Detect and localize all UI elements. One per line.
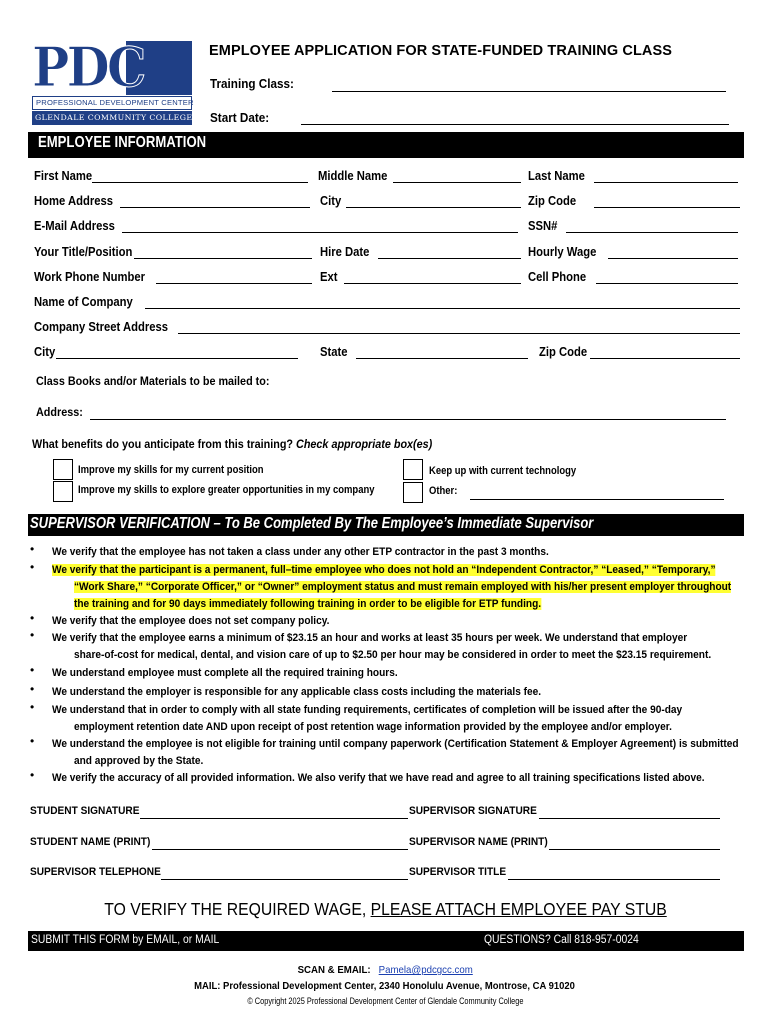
logo-org-line1: PROFESSIONAL DEVELOPMENT CENTER (32, 96, 192, 110)
supervisor-title-label: SUPERVISOR TITLE (409, 866, 507, 878)
bullet-glyph: • (30, 682, 35, 696)
start-date-input[interactable] (301, 124, 729, 125)
company-name-input[interactable] (145, 308, 740, 309)
benefit-checkbox-other[interactable] (403, 482, 423, 503)
supervisor-bullet-text (74, 719, 672, 736)
footer-bar (28, 931, 744, 951)
cell-phone-input[interactable] (596, 283, 738, 284)
benefit-label-other: Other: (429, 485, 458, 497)
supervisor-bullet-line: We understand the employee is not eligible for training until company paperwork (Certification Statement & Employer Agreement) is submitted (52, 738, 739, 750)
company-zip-label: Zip Code (539, 345, 588, 359)
supervisor-bullet-text (52, 736, 739, 753)
supervisor-title-input[interactable] (508, 879, 720, 880)
training-class-label: Training Class: (210, 76, 294, 91)
mail-address-text: MAIL: Professional Development Center, 2340 Honolulu Avenue, Montrose, CA 91020 (194, 980, 576, 992)
supervisor-bullet-text (52, 562, 716, 579)
ssn-label: SSN# (528, 219, 558, 233)
student-name-input[interactable] (152, 849, 408, 850)
city-label: City (320, 194, 342, 208)
submit-instructions: SUBMIT THIS FORM by EMAIL, or MAIL (31, 934, 220, 946)
middle-name-label: Middle Name (318, 169, 388, 183)
supervisor-title: SUPERVISOR VERIFICATION – To Be Completed By The Employee’s Immediate Supervisor (30, 515, 594, 532)
supervisor-bullet-line: We verify that the employee has not taken a class under any other ETP contractor in the past 3 months. (52, 546, 549, 558)
supervisor-bullet-line: We understand the employer is responsible for any applicable class costs including the materials fee. (52, 686, 542, 698)
bullet-glyph: • (30, 611, 35, 625)
supervisor-bullet-line: We understand employee must complete all the required training hours. (52, 667, 398, 679)
company-state-input[interactable] (356, 358, 528, 359)
mail-heading: Class Books and/or Materials to be mailed to: (36, 374, 270, 388)
first-name-input[interactable] (92, 182, 308, 183)
logo-letters: PDC (32, 35, 144, 99)
bullet-glyph: • (30, 700, 35, 714)
cell-phone-label: Cell Phone (528, 270, 587, 284)
supervisor-telephone-label: SUPERVISOR TELEPHONE (30, 866, 161, 878)
benefit-label-greater-opportunities: Improve my skills to explore greater opportunities in my company (78, 484, 375, 496)
start-date-label: Start Date: (210, 110, 270, 125)
home-address-input[interactable] (120, 207, 310, 208)
work-phone-label: Work Phone Number (34, 270, 146, 284)
mail-address-line (0, 980, 770, 992)
bullet-glyph: • (30, 768, 35, 782)
benefits-question (32, 437, 432, 451)
benefit-checkbox-current-position[interactable] (53, 459, 73, 480)
wage-notice (0, 899, 770, 920)
form-title: EMPLOYEE APPLICATION FOR STATE-FUNDED TRAINING CLASS (209, 43, 673, 59)
bullet-glyph: • (30, 734, 35, 748)
supervisor-bullet-text (52, 702, 682, 719)
title-position-input[interactable] (134, 258, 312, 259)
ssn-input[interactable] (566, 232, 738, 233)
benefit-checkbox-greater-opportunities[interactable] (53, 481, 73, 502)
company-zip-input[interactable] (590, 358, 740, 359)
supervisor-signature-input[interactable] (539, 818, 720, 819)
last-name-label: Last Name (528, 169, 585, 183)
wage-notice-prefix: TO VERIFY THE REQUIRED WAGE, (103, 899, 371, 919)
bullet-glyph: • (30, 628, 35, 642)
address-label: Address: (36, 405, 83, 419)
supervisor-bullet-line: We verify the accuracy of all provided information. We also verify that we have read and agree to all training specifications listed above. (52, 772, 705, 784)
supervisor-bullet-text (74, 753, 203, 770)
last-name-input[interactable] (594, 182, 738, 183)
supervisor-bullet-text (52, 544, 549, 561)
supervisor-bullet-line: We understand that in order to comply with all state funding requirements, certificates of completion will be issued after the 90-day (52, 704, 683, 716)
supervisor-bullet-text (74, 579, 731, 596)
hourly-wage-input[interactable] (608, 258, 738, 259)
company-city-label: City (34, 345, 56, 359)
mail-address-input[interactable] (90, 419, 726, 420)
supervisor-bullet-line: employment retention date AND upon receipt of post retention wage information provided by the employee and/or employer. (74, 721, 672, 733)
first-name-label: First Name (34, 169, 93, 183)
home-address-label: Home Address (34, 194, 113, 208)
student-signature-label: STUDENT SIGNATURE (30, 805, 140, 817)
supervisor-bullet-text (52, 630, 687, 647)
supervisor-name-label: SUPERVISOR NAME (PRINT) (409, 836, 548, 848)
hire-date-label: Hire Date (320, 245, 370, 259)
hourly-wage-label: Hourly Wage (528, 245, 597, 259)
benefit-checkbox-technology[interactable] (403, 459, 423, 480)
email-input[interactable] (122, 232, 518, 233)
pdc-logo (32, 35, 194, 125)
title-position-label: Your Title/Position (34, 245, 133, 259)
benefit-label-current-position: Improve my skills for my current position (78, 464, 264, 476)
email-label: E-Mail Address (34, 219, 115, 233)
contact-email-link[interactable]: Pamela@pdcgcc.com (378, 964, 473, 976)
supervisor-bullet-text (74, 647, 711, 664)
company-street-label: Company Street Address (34, 320, 169, 334)
supervisor-bullet-line: We verify that the employee earns a minimum of $23.15 an hour and works at least 35 hours per week. We understand that employer (52, 632, 688, 644)
zip-code-input[interactable] (594, 207, 740, 208)
bullet-glyph: • (30, 663, 35, 677)
supervisor-signature-label: SUPERVISOR SIGNATURE (409, 805, 537, 817)
supervisor-bullet-line: “Work Share,” “Corporate Officer,” or “Owner” employment status and must remain employed with his/her present employer throughout (74, 581, 732, 593)
hire-date-input[interactable] (378, 258, 521, 259)
supervisor-name-input[interactable] (549, 849, 720, 850)
zip-code-label: Zip Code (528, 194, 577, 208)
training-class-input[interactable] (332, 91, 726, 92)
supervisor-bullet-line: We verify that the participant is a permanent, full–time employee who does not hold an “Independent Contractor,” “Leased,” “Temporary,” (52, 564, 716, 576)
student-signature-input[interactable] (140, 818, 408, 819)
employee-info-bar (28, 132, 744, 158)
scan-email-label: SCAN & EMAIL: (297, 964, 371, 976)
questions-phone: QUESTIONS? Call 818-957-0024 (484, 934, 639, 946)
supervisor-bullet-line: We verify that the employee does not set company policy. (52, 615, 330, 627)
city-input[interactable] (346, 207, 521, 208)
benefit-label-technology: Keep up with current technology (429, 465, 577, 477)
middle-name-input[interactable] (393, 182, 521, 183)
supervisor-telephone-input[interactable] (161, 879, 408, 880)
bullet-glyph: • (30, 560, 35, 574)
supervisor-bullet-text (52, 770, 705, 787)
company-state-label: State (320, 345, 348, 359)
bullet-glyph: • (30, 542, 35, 556)
benefit-other-input[interactable] (470, 499, 724, 500)
work-phone-input[interactable] (156, 283, 312, 284)
employee-info-title: EMPLOYEE INFORMATION (38, 134, 207, 151)
ext-label: Ext (320, 270, 338, 284)
logo-org-line2: GLENDALE COMMUNITY COLLEGE (32, 111, 192, 125)
student-name-label: STUDENT NAME (PRINT) (30, 836, 151, 848)
supervisor-bullet-line: the training and for 90 days immediately following training in order to be eligible for ETP funding. (74, 598, 542, 610)
supervisor-bullet-text (52, 665, 398, 682)
supervisor-bullet-text (52, 613, 329, 630)
wage-notice-underlined: PLEASE ATTACH EMPLOYEE PAY STUB (370, 899, 667, 919)
supervisor-bullet-text (52, 684, 541, 701)
company-name-label: Name of Company (34, 295, 133, 309)
benefits-hint: Check appropriate box(es) (296, 437, 433, 451)
supervisor-bullet-line: share-of-cost for medical, dental, and vision care of up to $2.50 per hour may be considered in order to meet the $23.15 requirement. (74, 649, 712, 661)
supervisor-bullet-line: and approved by the State. (74, 755, 204, 767)
company-street-input[interactable] (178, 333, 740, 334)
benefits-question-text: What benefits do you anticipate from this training? (32, 437, 294, 451)
scan-email-line (0, 964, 770, 976)
copyright-line (0, 996, 770, 1006)
supervisor-bar (28, 514, 744, 536)
copyright-text: © Copyright 2025 Professional Development Center of Glendale Community College (246, 996, 524, 1006)
supervisor-bullet-text (74, 596, 541, 613)
ext-input[interactable] (344, 283, 521, 284)
company-city-input[interactable] (56, 358, 298, 359)
